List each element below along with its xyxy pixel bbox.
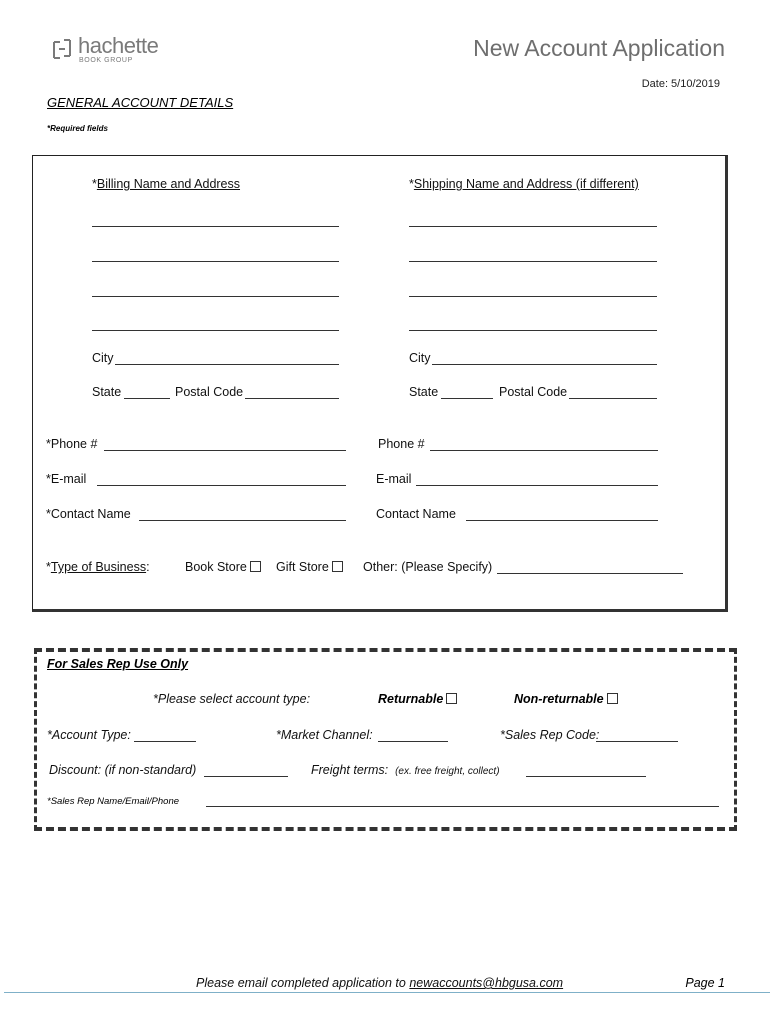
shipping-address-line-4[interactable] xyxy=(409,330,657,331)
email-required-label: *E-mail xyxy=(46,472,87,486)
discount-field[interactable] xyxy=(204,776,288,777)
footer-instruction xyxy=(196,976,563,990)
phone-alt-label: Phone # xyxy=(378,437,425,451)
contact-required-label: *Contact Name xyxy=(46,507,131,521)
shipping-city-field[interactable] xyxy=(432,364,657,365)
account-type-prompt: *Please select account type: xyxy=(153,692,311,706)
billing-address-line-3[interactable] xyxy=(92,296,339,297)
shipping-heading: *Shipping Name and Address (if different) xyxy=(409,177,639,191)
footer-text: Please email completed application to xyxy=(196,976,406,990)
rep-contact-field[interactable] xyxy=(206,806,719,807)
phone-field[interactable] xyxy=(104,450,346,451)
footer-rule xyxy=(4,992,770,993)
sales-rep-code-field[interactable] xyxy=(596,741,678,742)
hachette-logo xyxy=(50,33,170,69)
returnable-label: Returnable xyxy=(378,692,444,706)
returnable-option[interactable] xyxy=(378,692,457,706)
billing-heading: *Billing Name and Address xyxy=(92,177,241,191)
application-date: Date: 5/10/2019 xyxy=(641,78,720,90)
billing-address-line-4[interactable] xyxy=(92,330,339,331)
section-title: GENERAL ACCOUNT DETAILS xyxy=(47,95,234,110)
contact-alt-label: Contact Name xyxy=(376,507,456,521)
freight-terms-heading xyxy=(311,763,500,777)
phone-alt-field[interactable] xyxy=(430,450,658,451)
gift-store-label: Gift Store xyxy=(276,560,329,574)
billing-state-label: State xyxy=(92,385,122,399)
book-store-option[interactable] xyxy=(185,560,261,574)
rep-contact-label: *Sales Rep Name/Email/Phone xyxy=(47,796,180,807)
shipping-label: Shipping Name and Address (if different) xyxy=(413,177,639,191)
billing-address-line-1[interactable] xyxy=(92,226,339,227)
billing-postal-field[interactable] xyxy=(245,398,339,399)
non-returnable-option[interactable] xyxy=(514,692,618,706)
account-type-field[interactable] xyxy=(134,741,196,742)
contact-field[interactable] xyxy=(139,520,346,521)
market-channel-field[interactable] xyxy=(378,741,448,742)
freight-terms-field[interactable] xyxy=(526,776,646,777)
billing-city-label: City xyxy=(92,351,114,365)
document-title: New Account Application xyxy=(473,35,725,61)
phone-required-label: *Phone # xyxy=(46,437,98,451)
book-store-checkbox[interactable] xyxy=(250,561,261,572)
shipping-postal-field[interactable] xyxy=(569,398,657,399)
email-alt-field[interactable] xyxy=(416,485,658,486)
sales-rep-code-label: *Sales Rep Code: xyxy=(500,728,600,742)
gift-store-checkbox[interactable] xyxy=(332,561,343,572)
shipping-state-field[interactable] xyxy=(441,398,493,399)
billing-label: Billing Name and Address xyxy=(96,177,241,191)
billing-address-line-2[interactable] xyxy=(92,261,339,262)
billing-city-field[interactable] xyxy=(115,364,339,365)
footer-email-link[interactable]: newaccounts@hbgusa.com xyxy=(409,976,564,990)
shipping-address-line-2[interactable] xyxy=(409,261,657,262)
shipping-address-line-1[interactable] xyxy=(409,226,657,227)
contact-alt-field[interactable] xyxy=(466,520,658,521)
account-type-label: *Account Type: xyxy=(47,728,131,742)
business-type-heading: *Type of Business: xyxy=(46,560,150,574)
shipping-city-label: City xyxy=(409,351,431,365)
logo-subtitle: BOOK GROUP xyxy=(79,57,133,64)
shipping-postal-label: Postal Code xyxy=(499,385,568,399)
gift-store-option[interactable] xyxy=(276,560,343,574)
hachette-logo-icon xyxy=(52,38,72,60)
business-type-label: Type of Business xyxy=(50,560,147,574)
shipping-address-line-3[interactable] xyxy=(409,296,657,297)
general-account-box xyxy=(32,155,728,612)
market-channel-label: *Market Channel: xyxy=(276,728,373,742)
billing-state-field[interactable] xyxy=(124,398,170,399)
non-returnable-checkbox[interactable] xyxy=(607,693,618,704)
required-note: *Required fields xyxy=(47,124,108,133)
page-label: Page xyxy=(685,976,715,990)
discount-label: Discount: (if non-standard) xyxy=(49,763,197,777)
shipping-state-label: State xyxy=(409,385,439,399)
freight-terms-label: Freight terms: xyxy=(311,763,389,777)
returnable-checkbox[interactable] xyxy=(446,693,457,704)
other-business-label: Other: (Please Specify) xyxy=(363,560,493,574)
email-alt-label: E-mail xyxy=(376,472,412,486)
billing-postal-label: Postal Code xyxy=(175,385,244,399)
page-number: 1 xyxy=(718,976,725,990)
email-field[interactable] xyxy=(97,485,346,486)
page-indicator xyxy=(685,976,725,990)
logo-word: hachette xyxy=(78,33,159,58)
book-store-label: Book Store xyxy=(185,560,247,574)
non-returnable-label: Non-returnable xyxy=(514,692,604,706)
other-business-field[interactable] xyxy=(497,573,683,574)
freight-example: (ex. free freight, collect) xyxy=(395,766,500,777)
sales-rep-title: For Sales Rep Use Only xyxy=(47,657,189,671)
